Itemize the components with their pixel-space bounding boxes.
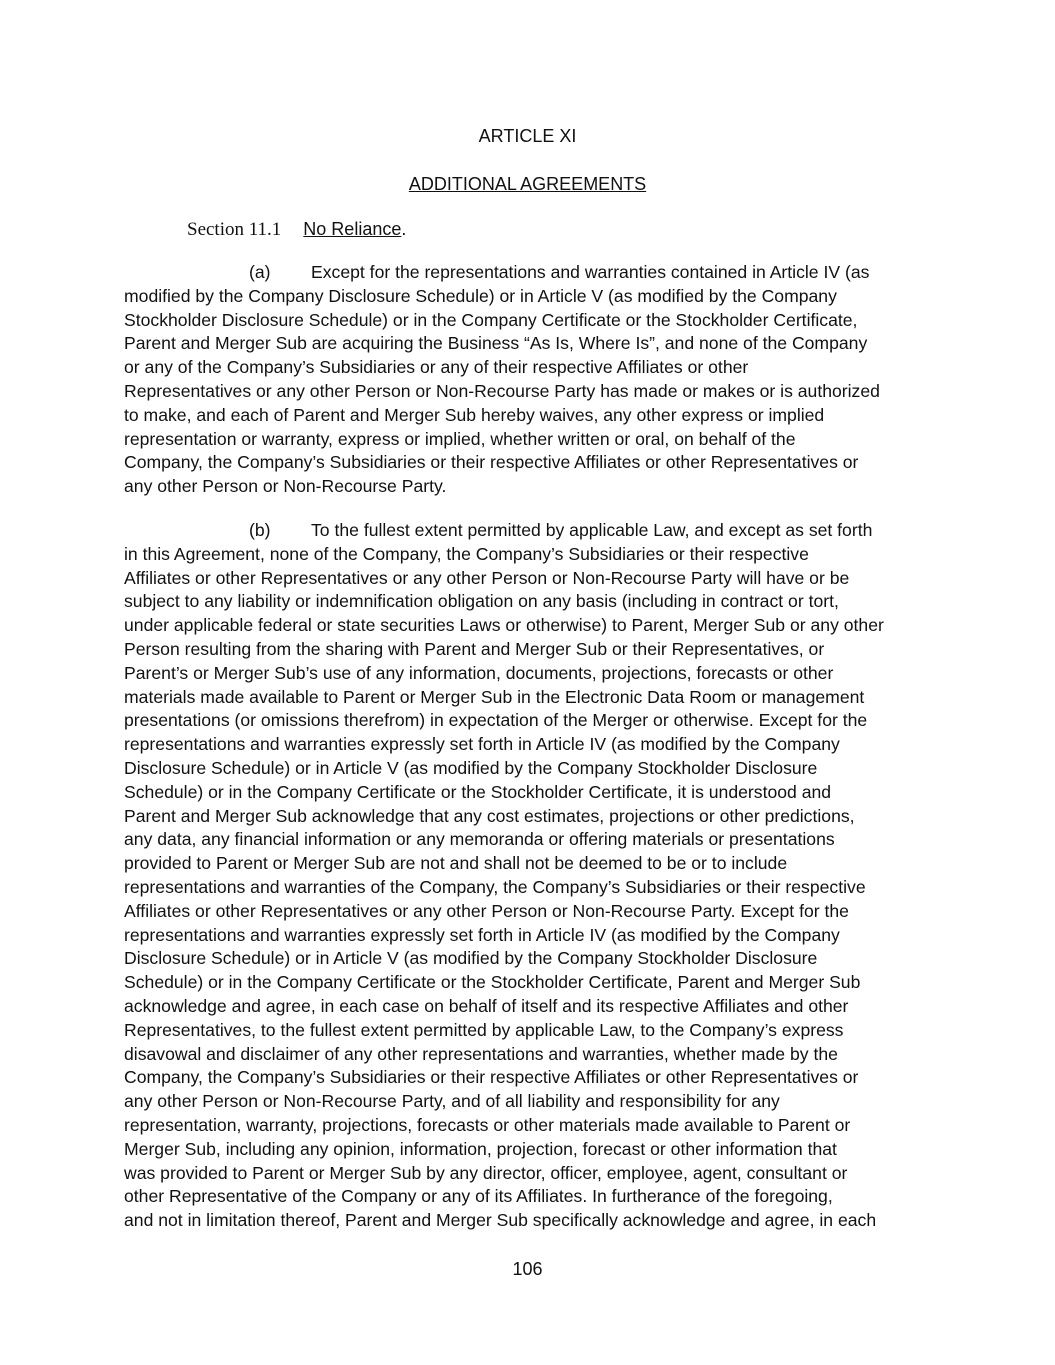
paragraph-line-text: and not in limitation thereof, Parent and Merger Sub specifically acknowledge and agree, in each [124,1210,877,1231]
paragraph-line-text: Disclosure Schedule) or in Article V (as modified by the Company Stockholder Disclosure [124,757,818,778]
paragraph-line-text: materials made available to Parent or Merger Sub in the Electronic Data Room or management [124,686,865,707]
paragraph-line [124,1066,944,1090]
paragraph-line [124,971,944,995]
paragraph-line [124,1138,944,1162]
paragraph-line-text: any other Person or Non-Recourse Party. [124,476,447,497]
paragraph-line-text: representation or warranty, express or implied, whether written or oral, on behalf of the [124,428,796,449]
paragraph-line-text: subject to any liability or indemnification obligation on any basis (including in contract or tort, [124,591,839,612]
paragraph-line-text: Except for the representations and warranties contained in Article IV (as [311,262,870,282]
paragraph-line [124,924,944,948]
section-title-period: . [401,219,407,239]
paragraph-line [124,451,944,475]
article-title: ARTICLE XI [478,126,577,146]
paragraph-line [124,733,944,757]
page-number: 106 [512,1259,543,1279]
paragraph-line [124,1090,944,1114]
paragraph-line-text: representation, warranty, projections, forecasts or other materials made available to Parent or [124,1114,851,1135]
paragraph-line-text: Schedule) or in the Company Certificate or the Stockholder Certificate, Parent and Merger Sub [124,972,861,993]
paragraph-line-text: in this Agreement, none of the Company, the Company’s Subsidiaries or their respective [124,543,809,564]
paragraph-line-text: Schedule) or in the Company Certificate or the Stockholder Certificate, it is understood and [124,781,832,802]
paragraph-line [124,947,944,971]
paragraph-line [124,614,944,638]
paragraph-line [124,709,944,733]
article-subtitle-row [0,172,1055,196]
paragraph-line-text: acknowledge and agree, in each case on behalf of itself and its respective Affiliates and other [124,995,849,1016]
paragraph-line-text: To the fullest extent permitted by applicable Law, and except as set forth [311,520,873,540]
paragraph-line [124,876,944,900]
paragraph-line [124,1114,944,1138]
paragraph-line-text: Affiliates or other Representatives or any other Person or Non-Recourse Party. Except for the [124,900,849,921]
paragraph-line-text: representations and warranties expressly set forth in Article IV (as modified by the Company [124,734,840,755]
paragraph-a [124,261,944,499]
paragraph-line [124,590,944,614]
paragraph-line [124,852,944,876]
paragraph-b [124,519,944,1233]
paragraph-line [124,475,944,499]
paragraph-line [124,1185,944,1209]
paragraph-label: (b) [249,520,271,540]
paragraph-line-text: Representatives, to the fullest extent permitted by applicable Law, to the Company’s express [124,1019,844,1040]
paragraph-line-text: Company, the Company’s Subsidiaries or their respective Affiliates or other Representatives or [124,452,859,473]
paragraph-line [124,781,944,805]
paragraph-line-text: other Representative of the Company or any of its Affiliates. In furtherance of the foregoing, [124,1186,833,1207]
paragraph-line-text: under applicable federal or state securities Laws or otherwise) to Parent, Merger Sub or any other [124,615,884,636]
paragraph-line-text: disavowal and disclaimer of any other representations and warranties, whether made by the [124,1043,838,1064]
paragraph-line-text: representations and warranties expressly set forth in Article IV (as modified by the Company [124,924,840,945]
paragraph-line-text: was provided to Parent or Merger Sub by any director, officer, employee, agent, consultant or [124,1162,848,1183]
paragraph-line-text: Parent’s or Merger Sub’s use of any information, documents, projections, forecasts or other [124,662,834,683]
paragraph-line [124,1019,944,1043]
paragraph-line-text: Parent and Merger Sub acknowledge that any cost estimates, projections or other predictions, [124,805,855,826]
paragraph-line [124,638,944,662]
paragraph-line-text: any data, any financial information or any memoranda or offering materials or presentations [124,829,835,850]
paragraph-line [124,567,944,591]
paragraph-line [124,519,944,543]
paragraph-line [124,332,944,356]
paragraph-line [124,428,944,452]
paragraph-line-text: to make, and each of Parent and Merger Sub hereby waives, any other express or implied [124,404,825,425]
article-subtitle: ADDITIONAL AGREEMENTS [408,174,647,194]
paragraph-line-text: representations and warranties of the Company, the Company’s Subsidiaries or their respective [124,876,866,897]
paragraph-line [124,805,944,829]
paragraph-line [124,1162,944,1186]
section-title: No Reliance [303,219,402,239]
paragraph-line [124,662,944,686]
paragraph-line-text: Representatives or any other Person or Non-Recourse Party has made or makes or is authorized [124,380,880,401]
paragraph-line [124,757,944,781]
paragraph-line [124,404,944,428]
paragraph-line-text: Company, the Company’s Subsidiaries or their respective Affiliates or other Representatives or [124,1067,859,1088]
paragraph-line [124,309,944,333]
section-number: Section 11.1 [187,219,282,240]
paragraph-label: (a) [249,262,271,282]
paragraph-line-text: Stockholder Disclosure Schedule) or in the Company Certificate or the Stockholder Certificate, [124,309,858,330]
paragraph-line-text: Person resulting from the sharing with Parent and Merger Sub or their Representatives, or [124,638,825,659]
paragraph-line [124,543,944,567]
paragraph-line-text: or any of the Company’s Subsidiaries or any of their respective Affiliates or other [124,357,749,378]
paragraph-line-text: provided to Parent or Merger Sub are not and shall not be deemed to be or to include [124,853,788,874]
paragraph-line [124,285,944,309]
paragraph-line [124,995,944,1019]
paragraph-line-text: Parent and Merger Sub are acquiring the Business “As Is, Where Is”, and none of the Company [124,333,868,354]
paragraph-line [124,686,944,710]
paragraph-line-text: presentations (or omissions therefrom) in expectation of the Merger or otherwise. Except for the [124,710,868,731]
paragraph-line [124,828,944,852]
paragraph-line [124,261,944,285]
paragraph-line-text: Disclosure Schedule) or in Article V (as modified by the Company Stockholder Disclosure [124,948,818,969]
paragraph-line [124,380,944,404]
section-heading [187,217,406,242]
paragraph-line [124,900,944,924]
paragraph-line-text: Merger Sub, including any opinion, information, projection, forecast or other information that [124,1138,837,1159]
paragraph-line-text: modified by the Company Disclosure Schedule) or in Article V (as modified by the Company [124,285,837,306]
paragraph-line [124,1209,944,1233]
paragraph-line-text: any other Person or Non-Recourse Party, and of all liability and responsibility for any [124,1091,780,1112]
paragraph-line [124,1043,944,1067]
paragraph-line-text: Affiliates or other Representatives or any other Person or Non-Recourse Party will have or be [124,567,850,588]
paragraph-line [124,356,944,380]
